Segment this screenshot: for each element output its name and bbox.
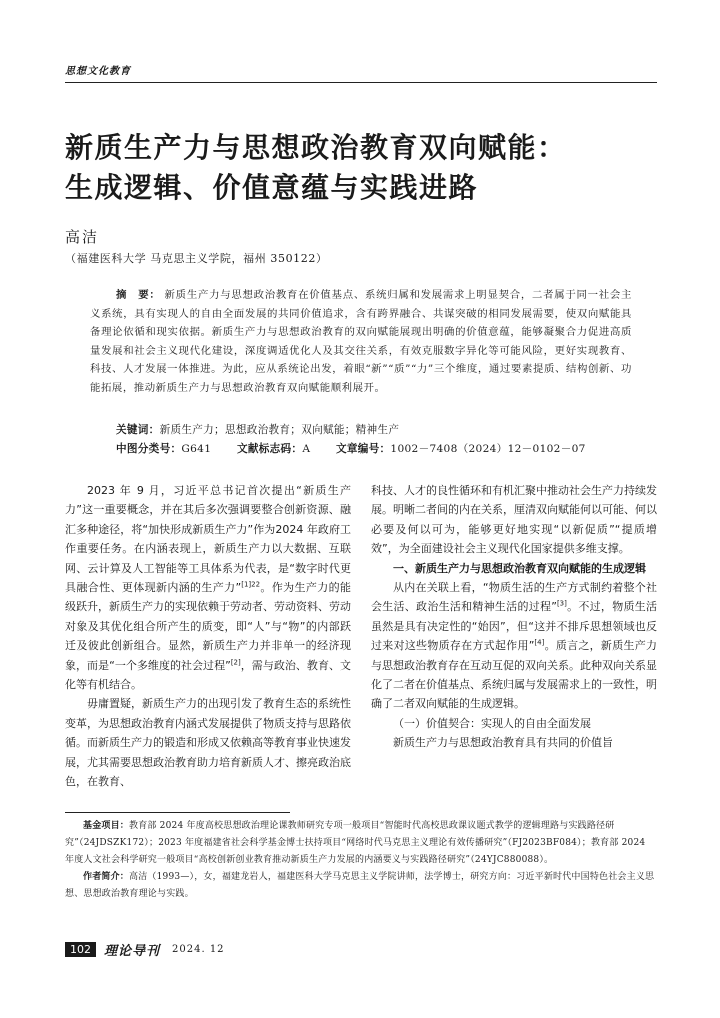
clc-number: 中图分类号：G641	[116, 443, 212, 455]
issue-date: 2024. 12	[172, 944, 225, 955]
fund-note: 基金项目：教育部 2024 年度高校思想政治理论课教师研究专项一般项目“智能时代高校思政课议题式教学的逻辑理路与实践路径研究”（24JDSZK172）；2023 年度福建省社会科学基金博士扶持项目“网络时代马克思主义理论有效传播研究”（FJ2023BF084）；教育部 2024 年度人文社会科学研究一般项目“高校创新创业教育推动新质生产力发展的内涵要义与实践路径研究”（24YJC880088）。	[65, 821, 646, 865]
keywords-label: 关键词：	[116, 424, 160, 436]
author-name: 高洁	[65, 228, 100, 246]
footnotes	[65, 818, 657, 903]
article-title	[65, 128, 665, 208]
paragraph: 从内在关联上看，“物质生活的生产方式制约着整个社会生活、政治生活和精神生活的过程”[3]。不过，物质生活虽然是具有决定性的“始因”，但“这并不排斥思想领域也反过来对这些物质存在方式起作用”[4]。质言之，新质生产力与思想政治教育存在互动互促的双向关系。此种双向关系显化了二者在价值基点、系统归属与发展需求上的一致性，明确了二者双向赋能的生成逻辑。	[371, 581, 657, 711]
footnote-rule	[65, 812, 290, 813]
title-line-2: 生成逻辑、价值意蕴与实践进路	[65, 171, 479, 204]
citation: [4]	[534, 638, 545, 647]
journal-name: 理论导刊	[104, 944, 161, 959]
paragraph: 新质生产力与思想政治教育具有共同的价值旨	[393, 736, 613, 750]
citation: [1]22	[241, 580, 261, 589]
page-number: 102	[65, 942, 96, 957]
article-number: 文章编号：1002－7408（2024）12－0102－07	[335, 443, 586, 455]
abstract	[90, 286, 632, 398]
paragraph: 毋庸置疑，新质生产力的出现引发了教育生态的系统性变革，为思想政治教育内涵式发展提供了物质支持与思路依循。而新质生产力的锻造和形成又依赖高等教育事业快速发展，尤其需要思想政治教育助力培育新质人才、擦亮政治底色，在教育、	[65, 697, 351, 789]
body-right-column	[371, 481, 657, 753]
body-left-column	[65, 481, 351, 792]
keywords	[116, 422, 399, 437]
paragraph: 2023 年 9 月，习近平总书记首次提出“新质生产力”这一重要概念，并在其后多次强调要整合创新资源、融汇多种途径，将“加快形成新质生产力”作为2024 年政府工作重要任务。在内涵表现上，新质生产力以大数据、互联网、云计算及人工智能等工具体系为代表，是“数字时代更具融合性、更体现新内涵的生产力”$^{[1]22}$。作为生产力的能级跃升，新质生产力的实现依赖于劳动者、劳动资料、劳动对象及其优化组合所产生的质变，即“人”与“物”的内部跃迁及彼此创新组合。显然，新质生产力并非单一的经济现象，而是“一个多维度的社会过程”[2]，需与政治、教育、文化等有机结合。	[65, 484, 352, 692]
keywords-text: 新质生产力；思想政治教育；双向赋能；精神生产	[159, 424, 400, 436]
author-note: 作者简介：高洁（1993—），女，福建龙岩人，福建医科大学马克思主义学院讲师，法学博士，研究方向：习近平新时代中国特色社会主义思想、思想政治教育理论与实践。	[65, 872, 655, 899]
author-affiliation: （福建医科大学 马克思主义学院，福州 350122）	[65, 252, 328, 265]
citation: [3]	[556, 599, 567, 608]
header-rule	[65, 82, 657, 83]
abstract-text: 新质生产力与思想政治教育在价值基点、系统归属和发展需求上明显契合，二者属于同一社会主义系统，具有实现人的自由全面发展的共同价值追求，含有跨界融合、共谋突破的相同发展需要，使双向赋能具备理论依循和现实依据。新质生产力与思想政治教育的双向赋能展现出明确的价值意蕴，能够凝聚合力促进高质量发展和社会主义现代化建设，深度调适优化人及其交往关系，有效克服数字异化等可能风险，更好实现教育、科技、人才发展一体推进。为此，应从系统论出发，着眼“新”“质”“力”三个维度，通过要素提质、结构创新、功能拓展，推动新质生产力与思想政治教育双向赋能顺利展开。	[90, 289, 632, 394]
citation: [2]	[230, 658, 241, 666]
page-footer	[65, 940, 225, 959]
paragraph: 科技、人才的良性循环和有机汇聚中推动社会生产力持续发展。明晰二者间的内在关系，厘清双向赋能何以可能、何以必要及何以可为，能够更好地实现“以新促质”“提质增效”，为全面建设社会主义现代化国家提供多维支撑。	[371, 484, 657, 556]
classification-line	[116, 441, 608, 456]
section-heading: 一、新质生产力与思想政治教育双向赋能的生成逻辑	[393, 561, 646, 575]
document-code: 文献标志码：A	[236, 443, 311, 455]
abstract-label: 摘 要：	[116, 289, 161, 301]
title-line-1: 新质生产力与思想政治教育双向赋能：	[65, 131, 567, 164]
running-title: 思想文化教育	[65, 66, 131, 77]
subsection-heading: （一）价值契合：实现人的自由全面发展	[393, 716, 591, 730]
